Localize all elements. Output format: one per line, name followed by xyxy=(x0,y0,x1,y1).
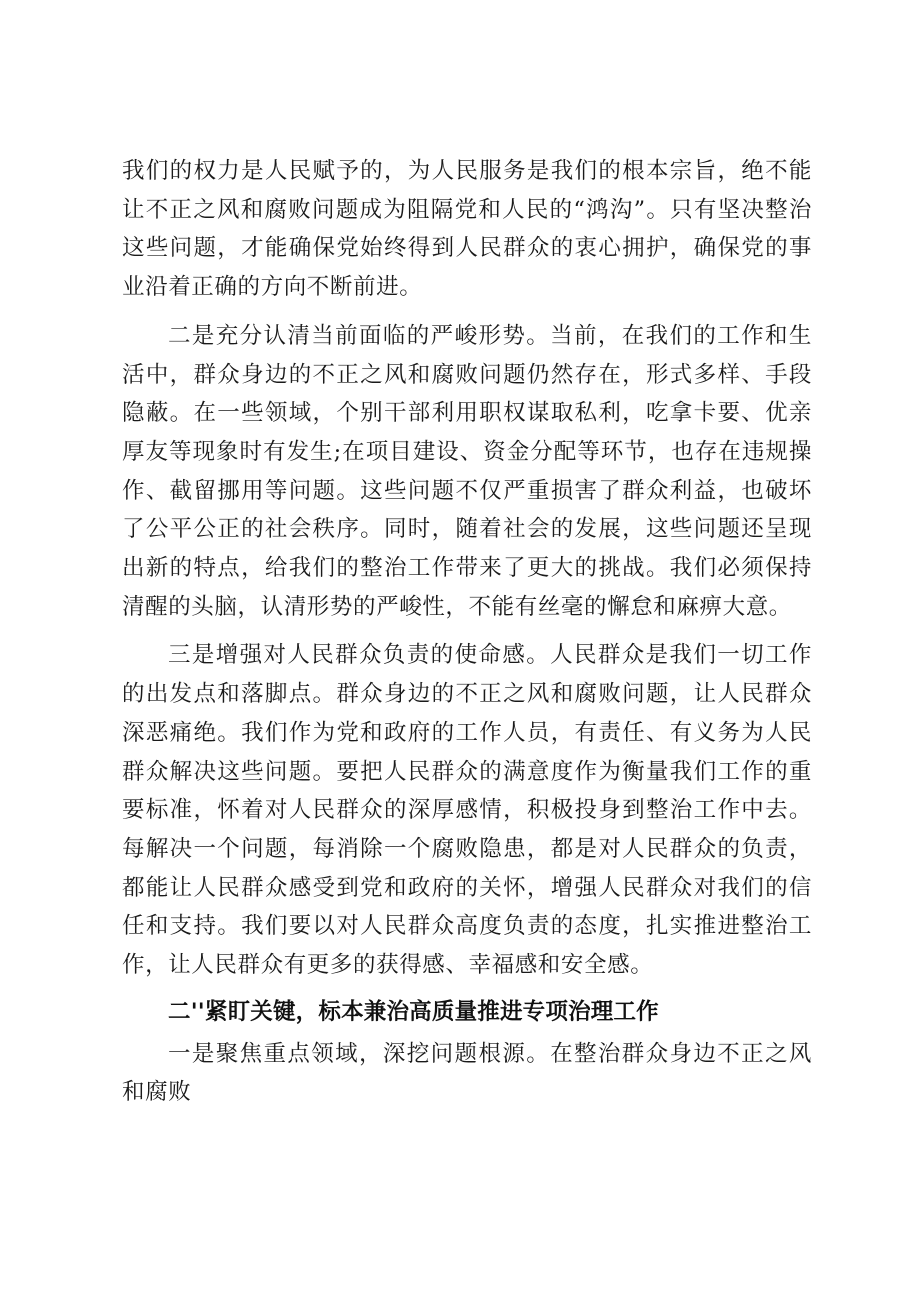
paragraph-3: 三是增强对人民群众负责的使命感。人民群众是我们一切工作的出发点和落脚点。群众身边的不正之风和腐败问题，让人民群众深恶痛绝。我们作为党和政府的工作人员，有责任、有义务为人民群众解决这些问题。要把人民群众的满意度作为衡量我们工作的重要标准，怀着对人民群众的深厚感情，积极投身到整治工作中去。每解决一个问题，每消除一个腐败隐患，都是对人民群众的负责，都能让人民群众感受到党和政府的关怀，增强人民群众对我们的信任和支持。我们要以对人民群众高度负责的态度，扎实推进整治工作，让人民群众有更多的获得感、幸福感和安全感。 xyxy=(122,642,812,979)
paragraph-4: 一是聚焦重点领域，深挖问题根源。在整治群众身边不正之风和腐败 xyxy=(122,1040,812,1106)
section-heading: 二''紧盯关键，标本兼治高质量推进专项治理工作 xyxy=(168,998,659,1025)
document-page xyxy=(122,152,812,1112)
paragraph-1: 我们的权力是人民赋予的，为人民服务是我们的根本宗旨，绝不能让不正之风和腐败问题成为阻隔党和人民的“鸿沟”。只有坚决整治这些问题，才能确保党始终得到人民群众的衷心拥护，确保党的事业沿着正确的方向不断前进。 xyxy=(122,158,812,301)
paragraph-2: 二是充分认清当前面临的严峻形势。当前，在我们的工作和生活中，群众身边的不正之风和腐败问题仍然存在，形式多样、手段隐蔽。在一些领域，个别干部利用职权谋取私利，吃拿卡要、优亲厚友等现象时有发生;在项目建设、资金分配等环节，也存在违规操作、截留挪用等问题。这些问题不仅严重损害了群众利益，也破坏了公平公正的社会秩序。同时，随着社会的发展，这些问题还呈现出新的特点，给我们的整治工作带来了更大的挑战。我们必须保持清醒的头脑，认清形势的严峻性，不能有丝毫的懈怠和麻痹大意。 xyxy=(122,322,812,620)
